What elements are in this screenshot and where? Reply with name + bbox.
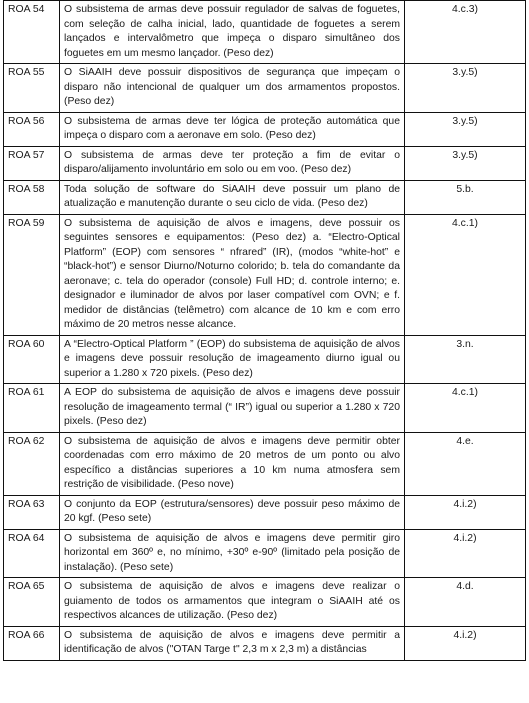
requirement-text: O subsistema de armas deve ter lógica de proteção automática que impeça o disparo com a aeronave em solo. (Peso dez) — [60, 112, 405, 146]
requirement-reference: 4.c.1) — [405, 214, 526, 335]
requirement-reference: 4.i.2) — [405, 495, 526, 529]
requirement-reference: 3.y.5) — [405, 112, 526, 146]
requirement-id: ROA 62 — [4, 432, 60, 495]
requirement-text: O subsistema de aquisição de alvos e imagens deve permitir giro horizontal em 360º e, no mínimo, +30º e-90º (limitado pela posição de instalação). (Peso sete) — [60, 529, 405, 578]
requirement-reference: 4.c.1) — [405, 384, 526, 433]
table-row — [4, 64, 526, 113]
table-row — [4, 180, 526, 214]
table-row — [4, 1, 526, 64]
requirement-id: ROA 57 — [4, 146, 60, 180]
requirement-text: A “Electro-Optical Platform ” (EOP) do subsistema de aquisição de alvos e imagens deve possuir resolução de imageamento diurno igual ou superior a 1.280 x 720 pixels. (Peso dez) — [60, 335, 405, 384]
table-row — [4, 214, 526, 335]
requirement-text: O subsistema de armas deve possuir regulador de salvas de foguetes, com seleção de calha inicial, lado, quantidade de foguetes a serem lançados e intervalômetro que impeça o disparo simultâneo dos foguetes em um mesmo lançador. (Peso dez) — [60, 1, 405, 64]
requirement-text: A EOP do subsistema de aquisição de alvos e imagens deve possuir resolução de imageamento termal (“ IR”) igual ou superior a 1.280 x 720 pixels. (Peso dez) — [60, 384, 405, 433]
table-row — [4, 335, 526, 384]
requirement-id: ROA 58 — [4, 180, 60, 214]
requirement-reference: 4.c.3) — [405, 1, 526, 64]
requirement-id: ROA 65 — [4, 578, 60, 627]
requirements-table-body — [4, 1, 526, 661]
requirement-text: O subsistema de armas deve ter proteção a fim de evitar o disparo/alijamento involuntário em solo ou em voo. (Peso dez) — [60, 146, 405, 180]
table-row — [4, 384, 526, 433]
requirement-reference: 5.b. — [405, 180, 526, 214]
requirement-id: ROA 63 — [4, 495, 60, 529]
requirement-text: O subsistema de aquisição de alvos e imagens deve realizar o guiamento de todos os armamentos que integram o SiAAIH até os respectivos alcances de utilização. (Peso dez) — [60, 578, 405, 627]
requirement-text: O subsistema de aquisição de alvos e imagens deve permitir obter coordenadas com erro máximo de 20 metros de um ponto ou alvo específico a distâncias superiores a 10 km numa atmosfera sem restrição de visibilidade. (Peso nove) — [60, 432, 405, 495]
requirement-reference: 3.n. — [405, 335, 526, 384]
requirement-id: ROA 59 — [4, 214, 60, 335]
requirement-text: Toda solução de software do SiAAIH deve possuir um plano de atualização e manutenção durante o seu ciclo de vida. (Peso dez) — [60, 180, 405, 214]
requirement-text: O conjunto da EOP (estrutura/sensores) deve possuir peso máximo de 20 kgf. (Peso sete) — [60, 495, 405, 529]
requirement-id: ROA 64 — [4, 529, 60, 578]
requirement-reference: 4.i.2) — [405, 626, 526, 660]
requirement-id: ROA 55 — [4, 64, 60, 113]
table-row — [4, 146, 526, 180]
requirement-reference: 3.y.5) — [405, 64, 526, 113]
table-row — [4, 529, 526, 578]
requirements-table — [3, 0, 526, 661]
requirement-id: ROA 56 — [4, 112, 60, 146]
requirement-text: O SiAAIH deve possuir dispositivos de segurança que impeçam o disparo não intencional de qualquer um dos armamentos propostos. (Peso dez) — [60, 64, 405, 113]
requirement-reference: 4.e. — [405, 432, 526, 495]
requirement-id: ROA 54 — [4, 1, 60, 64]
requirement-id: ROA 66 — [4, 626, 60, 660]
table-row — [4, 578, 526, 627]
table-row — [4, 626, 526, 660]
requirement-reference: 4.i.2) — [405, 529, 526, 578]
requirement-reference: 4.d. — [405, 578, 526, 627]
requirement-text: O subsistema de aquisição de alvos e imagens, deve possuir os seguintes sensores e equipamentos: (Peso dez) a. “Electro-Optical Platform” (EOP) com sensores “ nfrared” (IR), (modos “white-hot” e “black-hot”) e sensor Diurno/Noturno colorido; b. tela do comandante da aeronave; c. tela do operador (console) Full HD; d. controle interno; e. designador e iluminador de alvos por laser compatível com OVN; e f. medidor de distâncias (telêmetro) com alcance de 10 km e com erro máximo de 20 metros nesse alcance. — [60, 214, 405, 335]
table-row — [4, 112, 526, 146]
requirement-id: ROA 60 — [4, 335, 60, 384]
requirement-text: O subsistema de aquisição de alvos e imagens deve permitir a identificação de alvos ("OTAN Targe t" 2,3 m x 2,3 m) a distâncias — [60, 626, 405, 660]
table-row — [4, 432, 526, 495]
table-row — [4, 495, 526, 529]
requirement-id: ROA 61 — [4, 384, 60, 433]
requirement-reference: 3.y.5) — [405, 146, 526, 180]
